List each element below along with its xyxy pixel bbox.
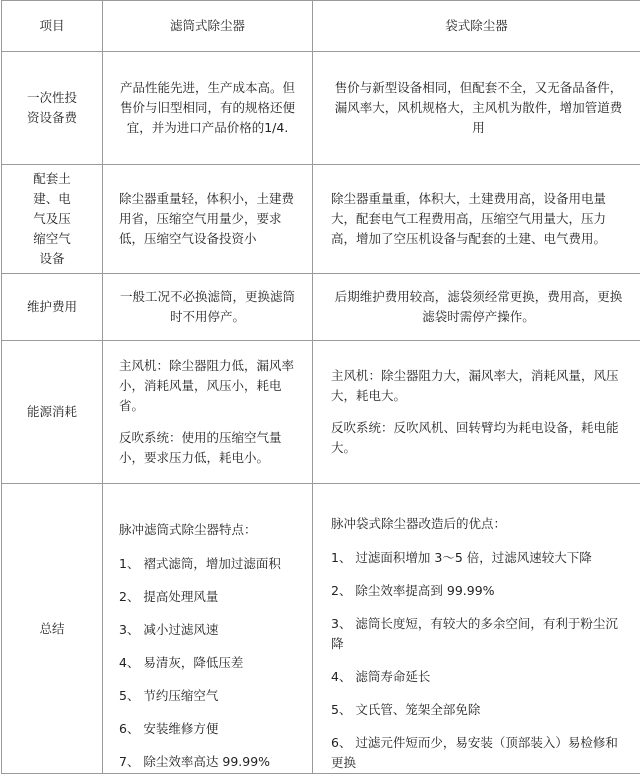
table-row <box>2 52 640 165</box>
header-filter-cartridge: 滤筒式除尘器 <box>103 1 313 52</box>
auxiliary-filter-text: 除尘器重量轻，体积小，土建费用省，压缩空气用量少，要求低，压缩空气设备投资小 <box>119 191 295 246</box>
list-item: 2、 除尘效率提高到 99.99% <box>331 583 495 598</box>
maintenance-filter-cell <box>103 274 313 341</box>
investment-filter-cell <box>103 52 313 165</box>
auxiliary-bag-cell <box>313 165 640 274</box>
auxiliary-bag-text: 除尘器重量重，体积大，土建费用高，设备用电量大，配套电气工程费用高，压缩空气用量大，压力高，增加了空压机设备与配套的土建、电气费用。 <box>331 191 607 246</box>
row-label-maintenance: 维护费用 <box>2 274 103 341</box>
energy-filter-blow: 反吹系统：使用的压缩空气量小，要求压力低，耗电小。 <box>119 430 282 465</box>
header-item: 项目 <box>2 1 103 52</box>
maintenance-filter-text: 一般工况不必换滤筒，更换滤筒时不用停产。 <box>119 289 295 324</box>
list-item: 6、 安装维修方便 <box>119 721 219 736</box>
summary-bag-cell <box>313 484 640 774</box>
investment-filter-text: 产品性能先进，生产成本高。但售价与旧型相同，有的规格还便宜，并为进口产品价格的1/4. <box>119 80 295 135</box>
energy-filter-fan: 主风机：除尘器阻力低，漏风率小，消耗风量，风压小，耗电省。 <box>119 358 295 413</box>
list-item: 3、 滤筒长度短，有较大的多余空间，有利于粉尘沉降 <box>331 616 618 651</box>
row-label-investment: 一次性投资设备费 <box>2 52 103 165</box>
list-item: 6、 过滤元件短而少，易安装（顶部装入）易检修和更换 <box>331 735 618 770</box>
summary-filter-cell <box>103 484 313 774</box>
maintenance-bag-text: 后期维护费用较高，滤袋须经常更换，费用高，更换滤袋时需停产操作。 <box>334 289 623 324</box>
list-item: 1、 过滤面积增加 3～5 倍，过滤风速较大下降 <box>331 550 592 565</box>
comparison-table <box>1 0 640 774</box>
list-item: 2、 提高处理风量 <box>119 589 219 604</box>
table-row <box>2 484 640 774</box>
investment-bag-cell <box>313 52 640 165</box>
energy-bag-blow: 反吹系统：反吹风机、回转臂均为耗电设备，耗电能大。 <box>331 420 619 455</box>
list-item: 7、 除尘效率高达 99.99% <box>119 754 271 769</box>
table-row <box>2 274 640 341</box>
list-item: 3、 减小过滤风速 <box>119 622 219 637</box>
list-item: 5、 节约压缩空气 <box>119 688 219 703</box>
list-item: 5、 文氏管、笼架全部免除 <box>331 702 481 717</box>
table-row <box>2 165 640 274</box>
row-label-energy: 能源消耗 <box>2 341 103 484</box>
maintenance-bag-cell <box>313 274 640 341</box>
investment-bag-text: 售价与新型设备相同，但配套不全，又无备品备件，漏风率大，风机规格大，主风机为散件，增加管道费用 <box>334 80 623 135</box>
table-row <box>2 341 640 484</box>
energy-bag-cell <box>313 341 640 484</box>
list-item: 4、 易清灰，降低压差 <box>119 655 244 670</box>
row-label-auxiliary: 配套土建、电气及压缩空气设备 <box>2 165 103 274</box>
row-label-summary: 总结 <box>2 484 103 774</box>
energy-bag-fan: 主风机：除尘器阻力大，漏风率大，消耗风量，风压大，耗电大。 <box>331 368 619 403</box>
list-item: 1、 褶式滤筒，增加过滤面积 <box>119 556 281 571</box>
list-item: 4、 滤筒寿命延长 <box>331 669 431 684</box>
energy-filter-cell <box>103 341 313 484</box>
auxiliary-filter-cell <box>103 165 313 274</box>
summary-filter-title: 脉冲滤筒式除尘器特点： <box>119 522 257 537</box>
header-row <box>2 1 640 52</box>
summary-bag-title: 脉冲袋式除尘器改造后的优点： <box>331 516 507 531</box>
header-bag-filter: 袋式除尘器 <box>313 1 640 52</box>
